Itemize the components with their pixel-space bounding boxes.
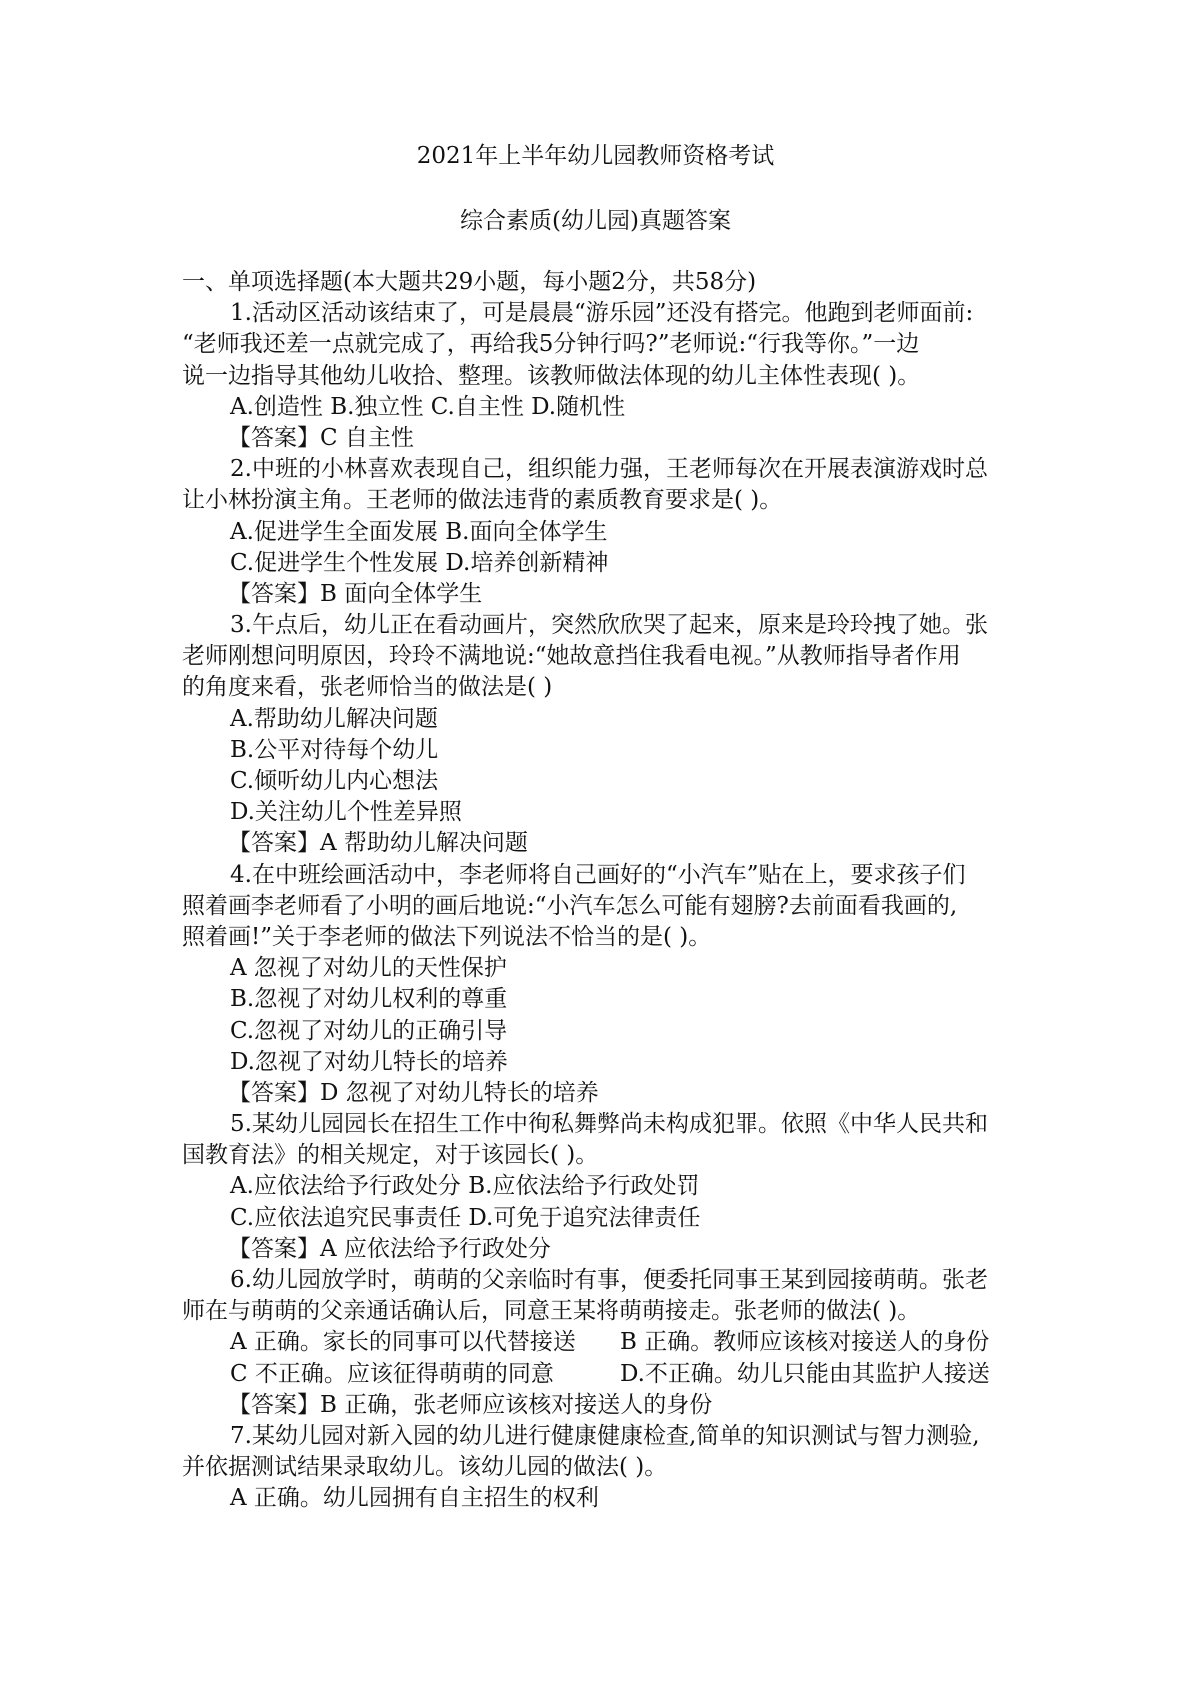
question-stem-line: 2.中班的小林喜欢表现自己，组织能力强，王老师每次在开展表演游戏时总 — [230, 456, 988, 483]
question-stem-line: 7.某幼儿园对新入园的幼儿进行健康健康检查,简单的知识测试与智力测验, — [230, 1422, 980, 1449]
question-stem-line: 说一边指导其他幼儿收拾、整理。该教师做法体现的幼儿主体性表现( )。 — [182, 362, 921, 389]
document-body — [182, 267, 1022, 1515]
page-subtitle: 综合素质(幼儿园)真题答案 — [460, 208, 731, 234]
question-option: D.忽视了对幼儿特长的培养 — [230, 1048, 508, 1075]
question-answer: 【答案】B 面向全体学生 — [228, 580, 483, 607]
question-option: B.忽视了对幼儿权利的尊重 — [230, 986, 508, 1013]
section-heading: 一、单项选择题(本大题共29小题，每小题2分，共58分) — [182, 269, 757, 295]
question-answer: 【答案】A 应依法给予行政处分 — [228, 1235, 551, 1262]
question-option: C.倾听幼儿内心想法 — [230, 768, 439, 794]
question-option-row — [182, 1359, 1022, 1390]
question-stem-line: 照着画!”关于李老师的做法下列说法不恰当的是( )。 — [182, 923, 712, 950]
question-option: D.不正确。幼儿只能由其监护人接送 — [620, 1360, 990, 1387]
question-stem-line: 让小林扮演主角。王老师的做法违背的素质教育要求是( )。 — [182, 487, 783, 514]
question-option: A 忽视了对幼儿的天性保护 — [230, 955, 507, 982]
question-stem-line: 1.活动区活动该结束了，可是晨晨“游乐园”还没有搭完。他跑到老师面前: — [230, 300, 974, 327]
question-option: B.公平对待每个幼儿 — [230, 736, 439, 763]
question-stem-line: 师在与萌萌的父亲通话确认后，同意王某将萌萌接走。张老师的做法( )。 — [182, 1298, 921, 1325]
question-stem-line: 3.午点后，幼儿正在看动画片，突然欣欣哭了起来，原来是玲玲拽了她。张 — [230, 612, 988, 639]
question-answer: 【答案】A 帮助幼儿解决问题 — [228, 830, 528, 857]
question-option: A.促进学生全面发展 B.面向全体学生 — [230, 518, 608, 545]
page-title: 2021年上半年幼儿园教师资格考试 — [416, 143, 775, 169]
question-option: C.忽视了对幼儿的正确引导 — [230, 1017, 508, 1044]
question-answer: 【答案】C 自主性 — [228, 424, 414, 451]
question-answer: 【答案】B 正确，张老师应该核对接送人的身份 — [228, 1391, 713, 1418]
question-options: A.创造性 B.独立性 C.自主性 D.随机性 — [230, 393, 626, 420]
question-stem-line: “老师我还差一点就完成了，再给我5分钟行吗?”老师说:“行我等你。”一边 — [182, 331, 920, 358]
question-option: C 不正确。应该征得萌萌的同意 — [230, 1360, 554, 1387]
question-stem-line: 国教育法》的相关规定，对于该园长( )。 — [182, 1142, 599, 1169]
question-option: D.关注幼儿个性差异照 — [230, 799, 462, 826]
question-stem-line: 老师刚想问明原因，玲玲不满地说:“她故意挡住我看电视。”从教师指导者作用 — [182, 643, 961, 670]
question-stem-line: 的角度来看，张老师恰当的做法是( ) — [182, 674, 553, 701]
question-stem-line: 并依据测试结果录取幼儿。该幼儿园的做法( )。 — [182, 1454, 668, 1481]
question-option: A.应依法给予行政处分 B.应依法给予行政处罚 — [230, 1173, 700, 1200]
question-stem-line: 6.幼儿园放学时，萌萌的父亲临时有事，便委托同事王某到园接萌萌。张老 — [230, 1267, 988, 1293]
question-option: A 正确。家长的同事可以代替接送 — [230, 1329, 576, 1356]
question-option: A.帮助幼儿解决问题 — [230, 705, 438, 732]
question-option: C.应依法追究民事责任 D.可免于追究法律责任 — [230, 1204, 701, 1231]
question-stem-line: 照着画李老师看了小明的画后地说:“小汽车怎么可能有翅膀?去前面看我画的, — [182, 892, 958, 919]
question-option: C.促进学生个性发展 D.培养创新精神 — [230, 549, 609, 576]
question-option-row — [182, 1327, 1022, 1358]
question-option: A 正确。幼儿园拥有自主招生的权利 — [230, 1485, 599, 1512]
question-stem-line: 4.在中班绘画活动中，李老师将自己画好的“小汽车”贴在上，要求孩子们 — [230, 861, 966, 888]
question-option: B 正确。教师应该核对接送人的身份 — [620, 1329, 990, 1356]
question-stem-line: 5.某幼儿园园长在招生工作中徇私舞弊尚未构成犯罪。依照《中华人民共和 — [230, 1111, 988, 1138]
question-answer: 【答案】D 忽视了对幼儿特长的培养 — [228, 1079, 599, 1106]
